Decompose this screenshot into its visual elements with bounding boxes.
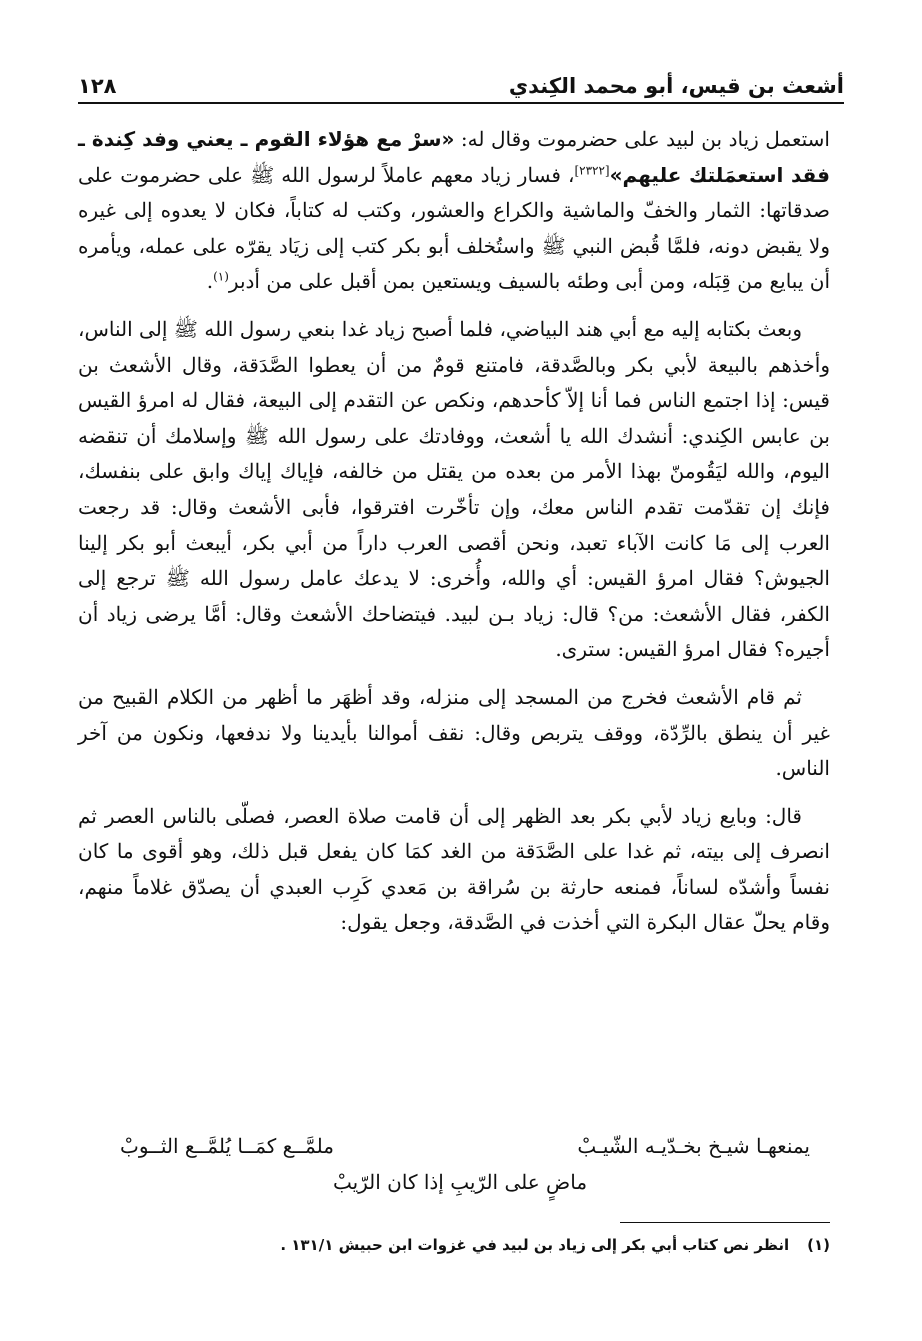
footnote xyxy=(78,1232,830,1258)
paragraph-4: قال: وبايع زياد لأبي بكر بعد الظهر إلى أن قامت صلاة العصر، فصلّى بالناس العصر ثم انصرف إلى بيته، ثم غدا على الصَّدَقة من الغد كمَا كان يفعل قبل ذلك، وهو أقوى ما كان نفساً وأشدّه لساناً، فمنعه حارثة بن سُراقة بن مَعدي كَرِب العبدي أن يصدّق غلاماً منهم، وقام يحلّ عقال البكرة التي أخذت في الصَّدقة، وجعل يقول: xyxy=(78,803,830,935)
main-text xyxy=(78,122,830,953)
hadith-reference: [٢٣٢٢] xyxy=(574,162,610,177)
paragraph-1-end: . xyxy=(206,269,214,294)
verse-line-2: ماضٍ على الرّيبِ إذا كان الرّيبْ xyxy=(332,1170,588,1194)
paragraph-1 xyxy=(78,122,830,300)
page-header xyxy=(78,58,844,104)
footnote-marker: (١) xyxy=(213,269,229,284)
running-title: أشعث بن قيس، أبو محمد الكِندي xyxy=(508,74,844,98)
page-number: ١٢٨ xyxy=(78,74,117,98)
footnote-number: (١) xyxy=(807,1236,830,1254)
paragraph-3: ثم قام الأشعث فخرج من المسجد إلى منزله، وقد أظهَر ما أظهر من الكلام القبيح من غير أن ينطق بالرِّدّة، ووقف يتربص وقال: نقف أموالنا بأيدينا ولا ندفعها، ونكون من آخر الناس. xyxy=(78,684,830,781)
poetry-verse xyxy=(90,1128,830,1200)
paragraph-1-lead: استعمل زياد بن لبيد على حضرموت وقال له: xyxy=(454,127,830,151)
paragraph-1-rest: ، فسار زياد معهم عاملاً لرسول الله ﷺ على حضرموت على صدقاتها: الثمار والخفّ والماشية والكراع والعشور، وكتب له كتاباً، فكان لا يعدوه إلى غيره ولا يقبض دونه، فلمَّا قُبض النبي ﷺ واستُخلف أبو بكر كتب إلى زيَاد يقرّه على عمله، ويأمره أن يبايع من قِبَله، ومن أبى وطئه بالسيف ويستعين بمن أقبل على من أدبر xyxy=(78,162,830,294)
verse-hemistich-left: ملمَّــع كمَــا يُلمَّــع الثــوبْ xyxy=(120,1134,334,1158)
paragraph-2: وبعث بكتابه إليه مع أبي هند البياضي، فلما أصبح زياد غدا بنعي رسول الله ﷺ إلى الناس، وأخذهم بالبيعة لأبي بكر وبالصَّدقة، فامتنع قومٌ من أن يعطوا الصَّدَقة، وقال الأشعث بن قيس: إذا اجتمع الناس فما أنا إلاّ كأحدهم، ونكص عن التقدم إلى البيعة، فقال له امرؤ القيس بن عابس الكِندي: أنشدك الله يا أشعث، ووفادتك على رسول الله ﷺ وإسلامك أن تنقضه اليوم، والله ليَقُومنّ بهذا الأمر من بعده من يقتل من خالفه، فإياك إياك وابق على بنفسك، فإنك إن تقدّمت تقدم الناس معك، وإن تأخّرت افترقوا، فأبى الأشعث وقال: قد رجعت العرب إلى مَا كانت الآباء تعبد، ونحن أقصى العرب داراً من أبي بكر، أيبعث أبو بكر إلينا الجيوش؟ فقال امرؤ القيس: أي والله، وأُخرى: لا يدعك عامل رسول الله ﷺ ترجع إلى الكفر، فقال الأشعث: من؟ قال: زياد بـن لبيد. فيتضاحك الأشعث وقال: أمَّا يرضى زياد أن أجيره؟ فقال امرؤ القيس: سترى. xyxy=(78,316,830,662)
footnote-divider xyxy=(620,1222,830,1223)
verse-line-1 xyxy=(90,1128,830,1164)
prophetic-quote: «سرْ مع هؤلاء القوم ـ يعني وفد كِندة ـ فقد استعمَلتك عليهم» xyxy=(78,127,830,187)
footnote-text: انظر نص كتاب أبي بكر إلى زياد بن لبيد في غزوات ابن حبيش ١٣١/١ . xyxy=(280,1236,790,1254)
verse-hemistich-right: يمنعهـا شيـخ بخـدّيـه الشّيـبْ xyxy=(577,1134,810,1158)
